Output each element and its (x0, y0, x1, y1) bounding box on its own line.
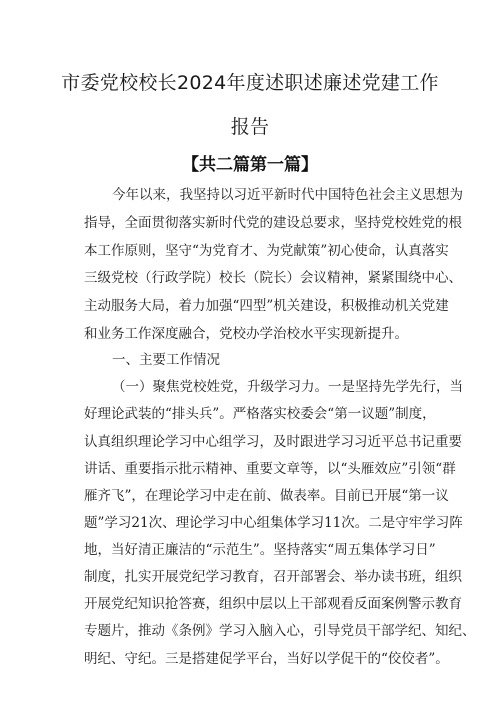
paragraph-line: 和业务工作深度融合，党校办学治校水平实现新提升。 (84, 326, 408, 342)
paragraph-line: 讲话、重要指示批示精神、重要文章等，以“头雁效应”引领“群 (84, 461, 456, 477)
paragraph-line: 制度，扎实开展党纪学习教育，召开部署会、举办读书班，组织 (84, 569, 462, 585)
document-subtitle: 【共二篇第一篇】 (182, 155, 318, 175)
paragraph-line: 地，当好清正廉洁的“示范生”。坚持落实“周五集体学习日” (84, 542, 436, 558)
paragraph-line: 主动服务大局，着力加强“四型”机关建设，积极推动机关党建 (84, 298, 449, 314)
paragraph-line: 好理论武装的“排头兵”。严格落实校委会“第一议题”制度， (84, 406, 436, 422)
section-heading: 一、主要工作情况 (112, 352, 220, 368)
paragraph-line: 开展党纪知识抢答赛，组织中层以上干部观看反面案例警示教育 (84, 596, 462, 612)
paragraph-line: （一）聚焦党校姓党，升级学习力。一是坚持先学先行，当 (112, 379, 463, 395)
paragraph-line: 题”学习21次、理论学习中心组集体学习11次。二是守牢学习阵 (84, 515, 463, 531)
paragraph-line: 指导，全面贯彻落实新时代党的建设总要求，坚持党校姓党的根 (84, 215, 462, 231)
paragraph-line: 明纪、守纪。三是搭建促学平台，当好以学促干的“佼佼者”。 (84, 651, 449, 667)
paragraph-line: 今年以来，我坚持以习近平新时代中国特色社会主义思想为 (112, 187, 463, 203)
paragraph-line: 本工作原则，坚守“为党育才、为党献策”初心使命，认真落实 (84, 243, 449, 259)
document-title-line-2: 报告 (230, 116, 270, 138)
paragraph-line: 专题片，推动《条例》学习入脑入心，引导党员干部学纪、知纪、 (84, 623, 476, 639)
paragraph-line: 雁齐飞”，在理论学习中走在前、做表率。目前已开展“第一议 (84, 488, 449, 504)
paragraph-line: 认真组织理论学习中心组学习，及时跟进学习习近平总书记重要 (84, 434, 462, 450)
document-title-line-1: 市委党校校长2024年度述职述廉述党建工作 (61, 72, 439, 94)
paragraph-line: 三级党校（行政学院）校长（院长）会议精神，紧紧围绕中心、 (84, 270, 462, 286)
